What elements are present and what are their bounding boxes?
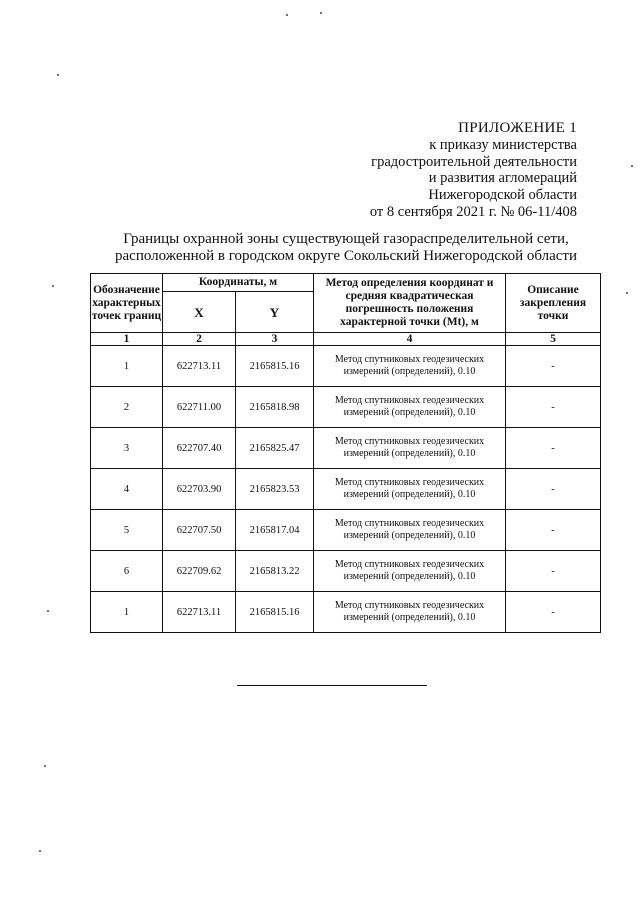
cell-point: 3 xyxy=(91,428,163,469)
scan-speck xyxy=(52,285,54,287)
coordinates-table xyxy=(90,273,601,633)
scan-speck xyxy=(320,12,322,14)
table-row xyxy=(91,592,601,633)
table-row xyxy=(91,510,601,551)
cell-method: Метод спутниковых геодезических измерений (определений), 0.10 xyxy=(314,551,506,592)
scan-speck xyxy=(57,74,59,76)
cell-y: 2165813.22 xyxy=(236,551,314,592)
cell-fixing: - xyxy=(506,551,601,592)
column-number: 3 xyxy=(236,333,314,346)
column-number-row xyxy=(91,333,601,346)
cell-x: 622703.90 xyxy=(163,469,236,510)
document-title xyxy=(90,231,602,265)
appendix-line: и развития агломераций xyxy=(428,170,577,187)
column-number: 5 xyxy=(506,333,601,346)
cell-fixing: - xyxy=(506,510,601,551)
table-row xyxy=(91,387,601,428)
cell-fixing: - xyxy=(506,346,601,387)
closing-line xyxy=(237,685,427,686)
scan-speck xyxy=(286,14,288,16)
cell-x: 622709.62 xyxy=(163,551,236,592)
table-row xyxy=(91,469,601,510)
cell-y: 2165823.53 xyxy=(236,469,314,510)
cell-y: 2165818.98 xyxy=(236,387,314,428)
cell-y: 2165815.16 xyxy=(236,346,314,387)
cell-x: 622711.00 xyxy=(163,387,236,428)
scan-speck xyxy=(39,850,41,852)
cell-y: 2165815.16 xyxy=(236,592,314,633)
cell-method: Метод спутниковых геодезических измерений (определений), 0.10 xyxy=(314,592,506,633)
table-row xyxy=(91,428,601,469)
cell-method: Метод спутниковых геодезических измерений (определений), 0.10 xyxy=(314,346,506,387)
column-number: 2 xyxy=(163,333,236,346)
scan-speck xyxy=(44,765,46,767)
scan-speck xyxy=(47,610,49,612)
cell-point: 1 xyxy=(91,346,163,387)
table-row xyxy=(91,551,601,592)
scan-speck xyxy=(631,165,633,167)
cell-point: 6 xyxy=(91,551,163,592)
title-line-2: расположенной в городском округе Сокольский Нижегородской области xyxy=(115,248,577,264)
cell-method: Метод спутниковых геодезических измерений (определений), 0.10 xyxy=(314,469,506,510)
cell-y: 2165817.04 xyxy=(236,510,314,551)
cell-x: 622707.50 xyxy=(163,510,236,551)
cell-method: Метод спутниковых геодезических измерений (определений), 0.10 xyxy=(314,510,506,551)
table-header-row xyxy=(91,274,601,292)
column-number: 1 xyxy=(91,333,163,346)
cell-point: 1 xyxy=(91,592,163,633)
table-row xyxy=(91,346,601,387)
column-number: 4 xyxy=(314,333,506,346)
header-fixing: Описание закрепления точки xyxy=(506,274,601,333)
cell-x: 622713.11 xyxy=(163,592,236,633)
cell-point: 2 xyxy=(91,387,163,428)
appendix-header xyxy=(257,120,577,221)
cell-x: 622707.40 xyxy=(163,428,236,469)
table-body xyxy=(91,346,601,633)
cell-method: Метод спутниковых геодезических измерений (определений), 0.10 xyxy=(314,387,506,428)
cell-fixing: - xyxy=(506,387,601,428)
cell-fixing: - xyxy=(506,592,601,633)
cell-fixing: - xyxy=(506,428,601,469)
title-line-1: Границы охранной зоны существующей газораспределительной сети, xyxy=(123,231,569,247)
appendix-line: к приказу министерства xyxy=(429,136,577,153)
appendix-line: градостроительной деятельности xyxy=(371,153,577,170)
header-point-designation: Обозначение характерных точек границ xyxy=(91,274,163,333)
cell-fixing: - xyxy=(506,469,601,510)
cell-x: 622713.11 xyxy=(163,346,236,387)
header-x: X xyxy=(163,292,236,333)
cell-y: 2165825.47 xyxy=(236,428,314,469)
cell-point: 4 xyxy=(91,469,163,510)
scan-speck xyxy=(626,292,628,294)
appendix-line: Нижегородской области xyxy=(428,187,577,204)
header-coordinates: Координаты, м xyxy=(163,274,314,292)
appendix-line: от 8 сентября 2021 г. № 06-11/408 xyxy=(369,203,577,220)
header-y: Y xyxy=(236,292,314,333)
appendix-title: ПРИЛОЖЕНИЕ 1 xyxy=(458,120,577,136)
cell-method: Метод спутниковых геодезических измерений (определений), 0.10 xyxy=(314,428,506,469)
header-method: Метод определения координат и средняя квадратическая погрешность положения характерной точки (Mt), м xyxy=(314,274,506,333)
cell-point: 5 xyxy=(91,510,163,551)
